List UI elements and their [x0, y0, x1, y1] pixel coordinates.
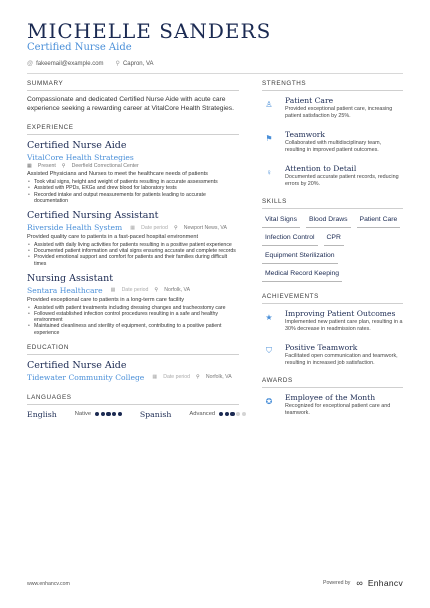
email-text[interactable]: fakeemail@example.com: [36, 60, 104, 67]
strength-title: Teamwork: [285, 130, 326, 139]
location-pin-icon: ⚲: [61, 163, 66, 170]
calendar-icon: ▦: [110, 287, 116, 294]
achievement-item: [262, 343, 403, 367]
location-text: Capron, VA: [122, 61, 154, 67]
job-bullet: • Assisted with patient treatments including dressing changes and tracheostomy care: [27, 305, 239, 311]
proficiency-dot-filled: [230, 412, 234, 416]
star-badge-icon: ✪: [265, 396, 273, 406]
proficiency-dot-filled: [112, 412, 116, 416]
languages-heading: LANGUAGES: [27, 394, 239, 405]
job-title: Certified Nursing Assistant: [27, 210, 159, 221]
footer-brand: [323, 578, 403, 588]
job-bullets: [27, 179, 239, 204]
job-bullet: • Documented patient information and vital signs ensuring accurate and complete records: [27, 248, 239, 254]
left-column: [27, 80, 239, 419]
job-bullets: [27, 305, 239, 336]
education-location: Norfolk, VA: [205, 374, 232, 381]
job-bullet: • Recorded intake and output measurements for patients leading to accurate documentation: [27, 192, 239, 204]
job-title: Certified Nurse Aide: [27, 140, 127, 152]
job-bullets: [27, 242, 239, 267]
calendar-icon: ▦: [27, 163, 32, 170]
strength-title: Patient Care: [285, 96, 334, 105]
job-entry: [27, 273, 239, 336]
job-description: Assisted Physicians and Nurses to meet the healthcare needs of patients: [27, 171, 208, 178]
strength-item: [262, 164, 403, 188]
enhancv-logo-icon: ∞: [356, 578, 363, 588]
education-entry: [27, 360, 239, 382]
contact-row: [27, 60, 154, 67]
job-date: Date period: [141, 224, 168, 231]
job-description: Provided exceptional care to patients in a long-term care facility: [27, 296, 185, 303]
award-icon: ♙: [265, 99, 273, 109]
flag-icon: ⚑: [265, 133, 273, 143]
header-divider: [27, 73, 403, 74]
language-level: Native: [74, 411, 92, 418]
education-title: Certified Nurse Aide: [27, 359, 127, 371]
job-company: Riverside Health System: [27, 223, 123, 232]
location-pin-icon: ⚲: [196, 374, 200, 381]
job-bullet: • Assisted with daily living activities for patients resulting in a positive patient experience: [27, 242, 239, 248]
skill-tag: Infection Control: [262, 232, 318, 246]
job-location: Deerfield Correctional Center: [71, 163, 139, 170]
proficiency-dot-filled: [106, 412, 110, 416]
strength-item: [262, 96, 403, 120]
job-description: Provided quality care to patients in a fast-paced hospital environment: [27, 234, 199, 240]
strength-desc: Documented accurate patient records, reducing errors by 20%.: [285, 174, 399, 187]
experience-heading: EXPERIENCE: [27, 124, 239, 135]
skill-tag: Patient Care: [357, 214, 401, 228]
job-bullet: • Took vital signs, height and weight of patients resulting in accurate assessments: [27, 179, 239, 185]
summary-text: Compassionate and dedicated Certified Nurse Aide with acute care experience seeking a rewarding career at VitalCore Health Strategies.: [27, 96, 234, 112]
powered-by-text: Powered by: [322, 580, 351, 586]
job-date: Present: [37, 163, 56, 170]
job-sub: [27, 223, 239, 232]
award-desc: Recognized for exceptional patient care and teamwork.: [285, 403, 391, 416]
email-item: [27, 61, 104, 67]
language-level: Advanced: [189, 411, 216, 418]
location-pin-icon: ⚲: [115, 61, 120, 67]
education-sub: [27, 373, 239, 382]
language-name: English: [27, 409, 57, 419]
location-pin-icon: ⚲: [173, 224, 178, 231]
strength-item: [262, 130, 403, 154]
job-bullet: • Followed established infection control procedures resulting in a safe and healthy environment: [27, 311, 239, 323]
proficiency-dot-filled: [118, 412, 122, 416]
job-bullet: • Maintained cleanliness and sterility of equipment, contributing to a positive patient experience: [27, 323, 239, 335]
strength-desc: Collaborated with multidisciplinary team, resulting in improved patient outcomes.: [285, 140, 382, 153]
job-company: Sentara Healthcare: [27, 285, 103, 295]
awards-heading: AWARDS: [262, 377, 403, 388]
job-sub: [27, 286, 239, 295]
strength-desc: Provided exceptional patient care, increasing patient satisfaction by 25%.: [285, 106, 393, 119]
achievement-item: [262, 309, 403, 333]
proficiency-dot-filled: [95, 412, 99, 416]
award-item: [262, 393, 403, 417]
job-meta: [27, 163, 239, 169]
education-date: Date period: [163, 374, 191, 381]
email-icon: @: [27, 60, 34, 67]
job-company: VitalCore Health Strategies: [27, 153, 134, 163]
location-item: [116, 60, 154, 67]
right-column: [262, 80, 403, 427]
skill-tag: CPR: [324, 232, 344, 246]
award-title: Employee of the Month: [285, 393, 376, 402]
skill-tag: Vital Signs: [262, 214, 300, 228]
languages-row: [27, 410, 239, 419]
achievement-title: Positive Teamwork: [285, 343, 358, 352]
education-heading: EDUCATION: [27, 344, 239, 355]
language-proficiency-dots: [219, 412, 246, 416]
skill-tag: Equipment Sterilization: [262, 250, 338, 264]
achievement-desc: Facilitated open communication and teamwork, resulting in increased job satisfaction.: [285, 353, 398, 366]
achievements-heading: ACHIEVEMENTS: [262, 293, 403, 304]
achievement-title: Improving Patient Outcomes: [285, 309, 396, 318]
job-bullet: • Assisted with PPDs, EKGs and drew blood for laboratory tests: [27, 185, 239, 191]
strength-title: Attention to Detail: [285, 164, 357, 173]
job-bullet: • Provided emotional support and comfort for patients and their families during difficult times: [27, 254, 239, 266]
calendar-icon: ▦: [152, 374, 158, 381]
job-location: Norfolk, VA: [164, 287, 191, 294]
achievement-desc: Implemented new patient care plan, resulting in a 30% decrease in readmission rates.: [285, 319, 403, 332]
education-school: Tidewater Community College: [27, 372, 145, 382]
job-location: Newport News, VA: [183, 224, 227, 231]
job-date: Date period: [121, 287, 149, 294]
proficiency-dot-filled: [101, 412, 105, 416]
skills-heading: SKILLS: [262, 198, 403, 209]
language-name: Spanish: [139, 409, 172, 419]
skill-tag: Medical Record Keeping: [262, 268, 342, 282]
footer-url[interactable]: www.enhancv.com: [27, 581, 70, 587]
proficiency-dot-filled: [219, 412, 223, 416]
skills-list: [262, 214, 403, 286]
lightbulb-icon: ♀: [266, 167, 272, 177]
job-sub: [27, 153, 239, 162]
location-pin-icon: ⚲: [154, 287, 159, 294]
summary-heading: SUMMARY: [27, 80, 239, 91]
job-entry: [27, 210, 239, 267]
candidate-name: MICHELLE SANDERS: [27, 19, 272, 43]
star-icon: ★: [265, 312, 273, 322]
language-proficiency-dots: [95, 412, 122, 416]
proficiency-dot-filled: [225, 412, 229, 416]
shield-icon: ⛉: [266, 346, 272, 355]
proficiency-dot-empty: [236, 412, 240, 416]
brand-name: Enhancv: [367, 578, 403, 588]
proficiency-dot-empty: [242, 412, 246, 416]
strengths-heading: STRENGTHS: [262, 80, 403, 91]
skill-tag: Blood Draws: [306, 214, 351, 228]
job-title: Nursing Assistant: [27, 272, 114, 284]
calendar-icon: ▦: [130, 224, 136, 231]
job-entry: [27, 140, 239, 204]
candidate-title: Certified Nurse Aide: [27, 42, 132, 53]
